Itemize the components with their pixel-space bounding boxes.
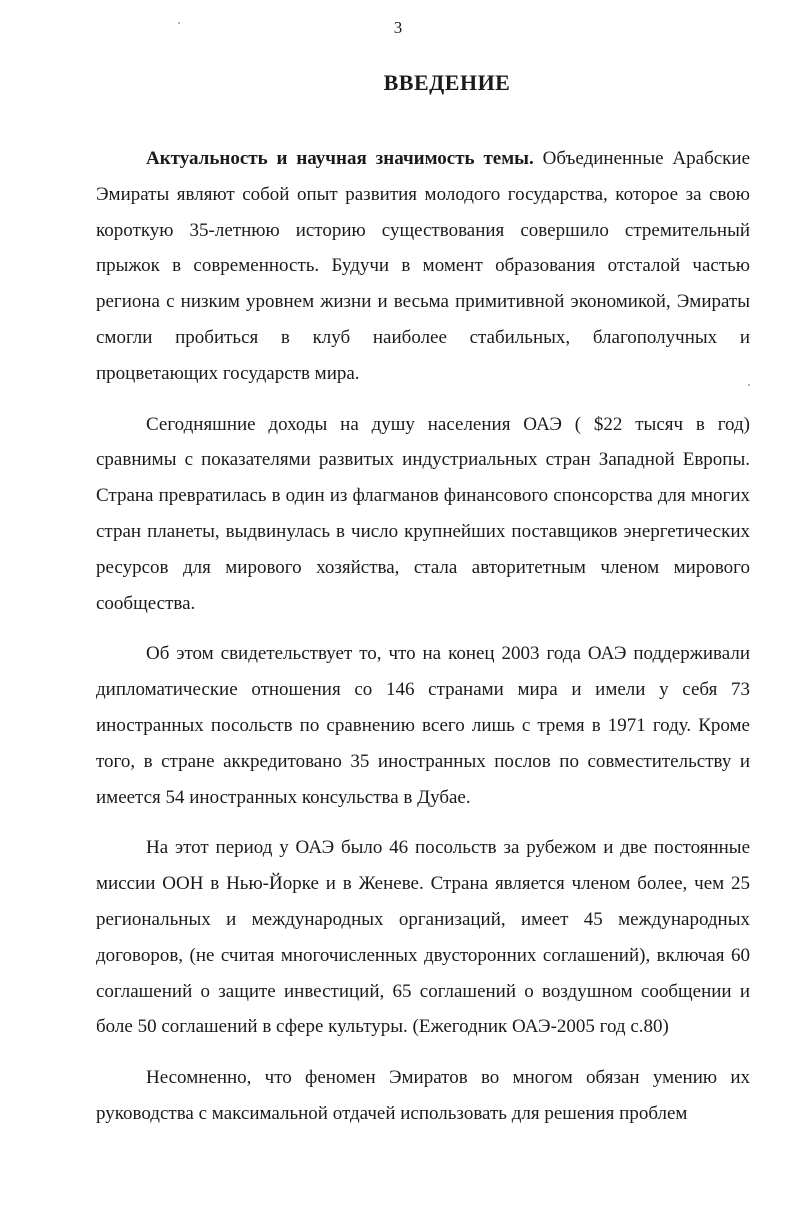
paragraph-5: Несомненно, что феномен Эмиратов во многом обязан умению их руководства с максимальной отдачей использовать для решения проблем bbox=[96, 1067, 750, 1124]
paragraph-lead: Актуальность и научная значимость темы. bbox=[146, 148, 534, 169]
paragraph-1 bbox=[96, 141, 750, 392]
page-title: ВВЕДЕНИЕ bbox=[383, 70, 511, 95]
paragraph-2: Сегодняшние доходы на душу населения ОАЭ ( $22 тысяч в год) сравнимы с показателями развитых индустриальных стран Западной Европы. Страна превратилась в один из флагманов финансового спонсорства для многих стран планеты, выдвинулась в число крупнейших поставщиков энергетических ресурсов для мирового хозяйства, стала авторитетным членом мирового сообщества. bbox=[96, 413, 750, 614]
scan-speck bbox=[178, 22, 180, 24]
page-number: 3 bbox=[393, 18, 403, 37]
paragraph-text: Объединенные Арабские Эмираты являют собой опыт развития молодого государства, которое за свою короткую 35-летнюю историю существования совершило стремительный прыжок в современность. Будучи в момент образования отсталой частью региона с низким уровнем жизни и весьма примитивной экономикой, Эмираты смогли пробиться в клуб наиболее стабильных, благополучных и процветающих государств мира. bbox=[96, 148, 751, 384]
paragraph-4: На этот период у ОАЭ было 46 посольств за рубежом и две постоянные миссии ООН в Нью-Йорке и в Женеве. Страна является членом более, чем 25 региональных и международных организаций, имеет 45 международных договоров, (не считая многочисленных двусторонних соглашений), включая 60 соглашений о защите инвестиций, 65 соглашений о воздушном сообщении и боле 50 соглашений в сфере культуры. (Ежегодник ОАЭ-2005 год с.80) bbox=[96, 837, 750, 1038]
paragraph-3: Об этом свидетельствует то, что на конец 2003 года ОАЭ поддерживали дипломатические отношения со 146 странами мира и имели у себя 73 иностранных посольств по сравнению всего лишь с тремя в 1971 году. Кроме того, в стране аккредитовано 35 иностранных послов по совместительству и имеется 54 иностранных консульства в Дубае. bbox=[96, 643, 750, 808]
body-text bbox=[96, 141, 750, 1132]
scan-speck bbox=[748, 384, 750, 386]
